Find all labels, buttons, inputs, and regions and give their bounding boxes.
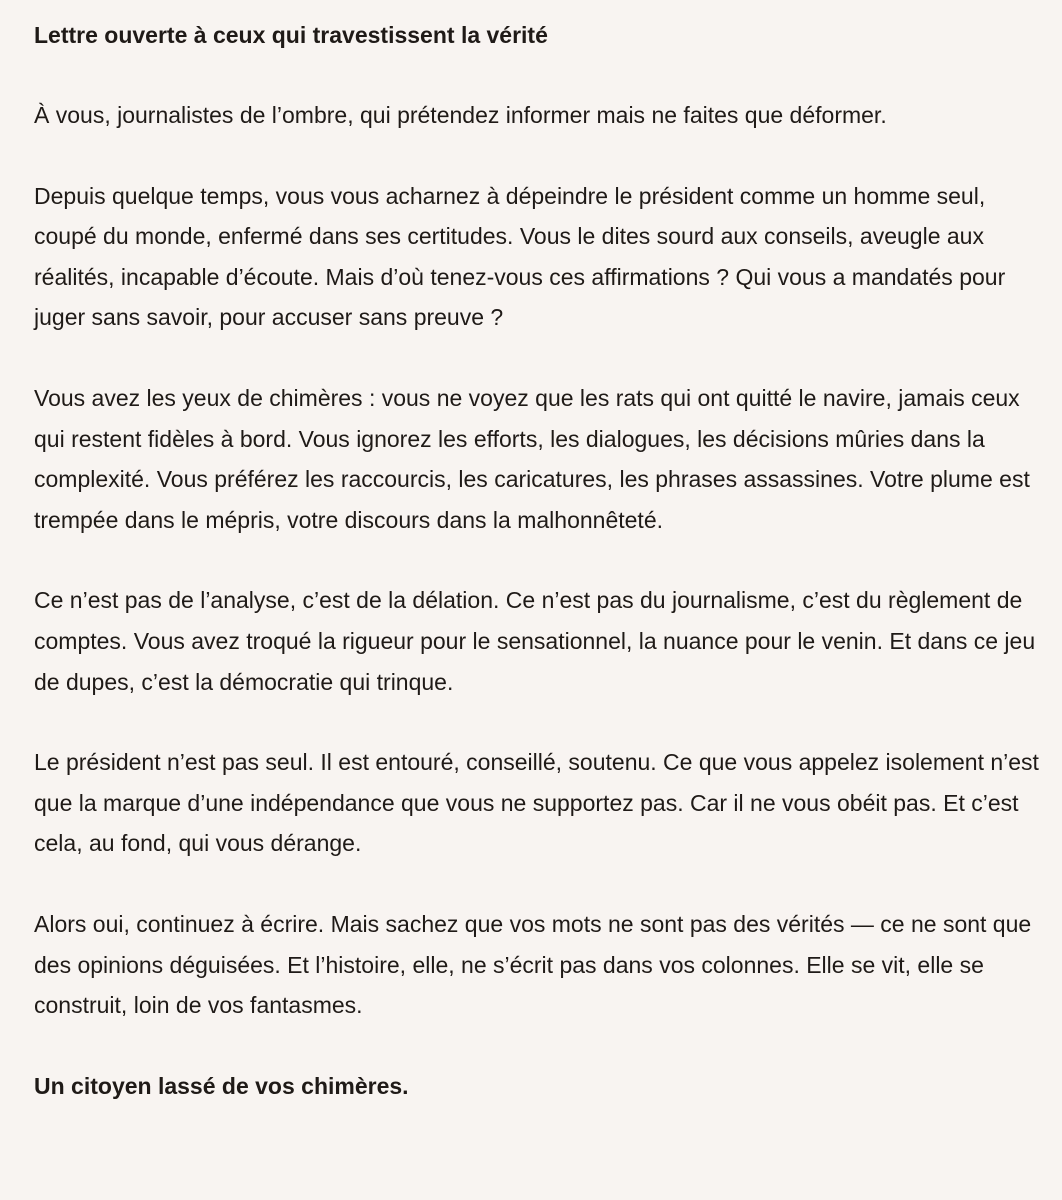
paragraph-accusation: Depuis quelque temps, vous vous acharnez à dépeindre le président comme un homme seul, coupé du monde, enfermé dans ses certitudes. Vous le dites sourd aux conseils, aveugle aux réalités, incapable d’écoute. Mais d’où tenez-vous ces affirmations ? Qui vous a mandatés pour juger sans savoir, pour accuser sans preuve ? bbox=[34, 182, 1006, 331]
paragraph-delation: Ce n’est pas de l’analyse, c’est de la délation. Ce n’est pas du journalisme, c’est du règlement de comptes. Vous avez troqué la rigueur pour le sensationnel, la nuance pour le venin. Et dans ce jeu de dupes, c’est la démocratie qui trinque. bbox=[34, 587, 1036, 695]
paragraph-chimeres: Vous avez les yeux de chimères : vous ne voyez que les rats qui ont quitté le navire, jamais ceux qui restent fidèles à bord. Vous ignorez les efforts, les dialogues, les décisions mûries dans la complexité. Vous préférez les raccourcis, les caricatures, les phrases assassines. Votre plume est trempée dans le mépris, votre discours dans la malhonnêteté. bbox=[34, 384, 1030, 533]
paragraph-president: Le président n’est pas seul. Il est entouré, conseillé, soutenu. Ce que vous appelez isolement n’est que la marque d’une indépendance que vous ne supportez pas. Car il ne vous obéit pas. Et c’est cela, au fond, qui vous dérange. bbox=[34, 749, 1039, 857]
paragraph-intro: À vous, journalistes de l’ombre, qui prétendez informer mais ne faites que déformer. bbox=[34, 102, 887, 128]
letter-title: Lettre ouverte à ceux qui travestissent la vérité bbox=[34, 22, 548, 48]
letter-signature: Un citoyen lassé de vos chimères. bbox=[34, 1072, 409, 1099]
paragraph-conclusion: Alors oui, continuez à écrire. Mais sachez que vos mots ne sont pas des vérités — ce ne sont que des opinions déguisées. Et l’histoire, elle, ne s’écrit pas dans vos colonnes. Elle se vit, elle se construit, loin de vos fantasmes. bbox=[34, 910, 1032, 1019]
